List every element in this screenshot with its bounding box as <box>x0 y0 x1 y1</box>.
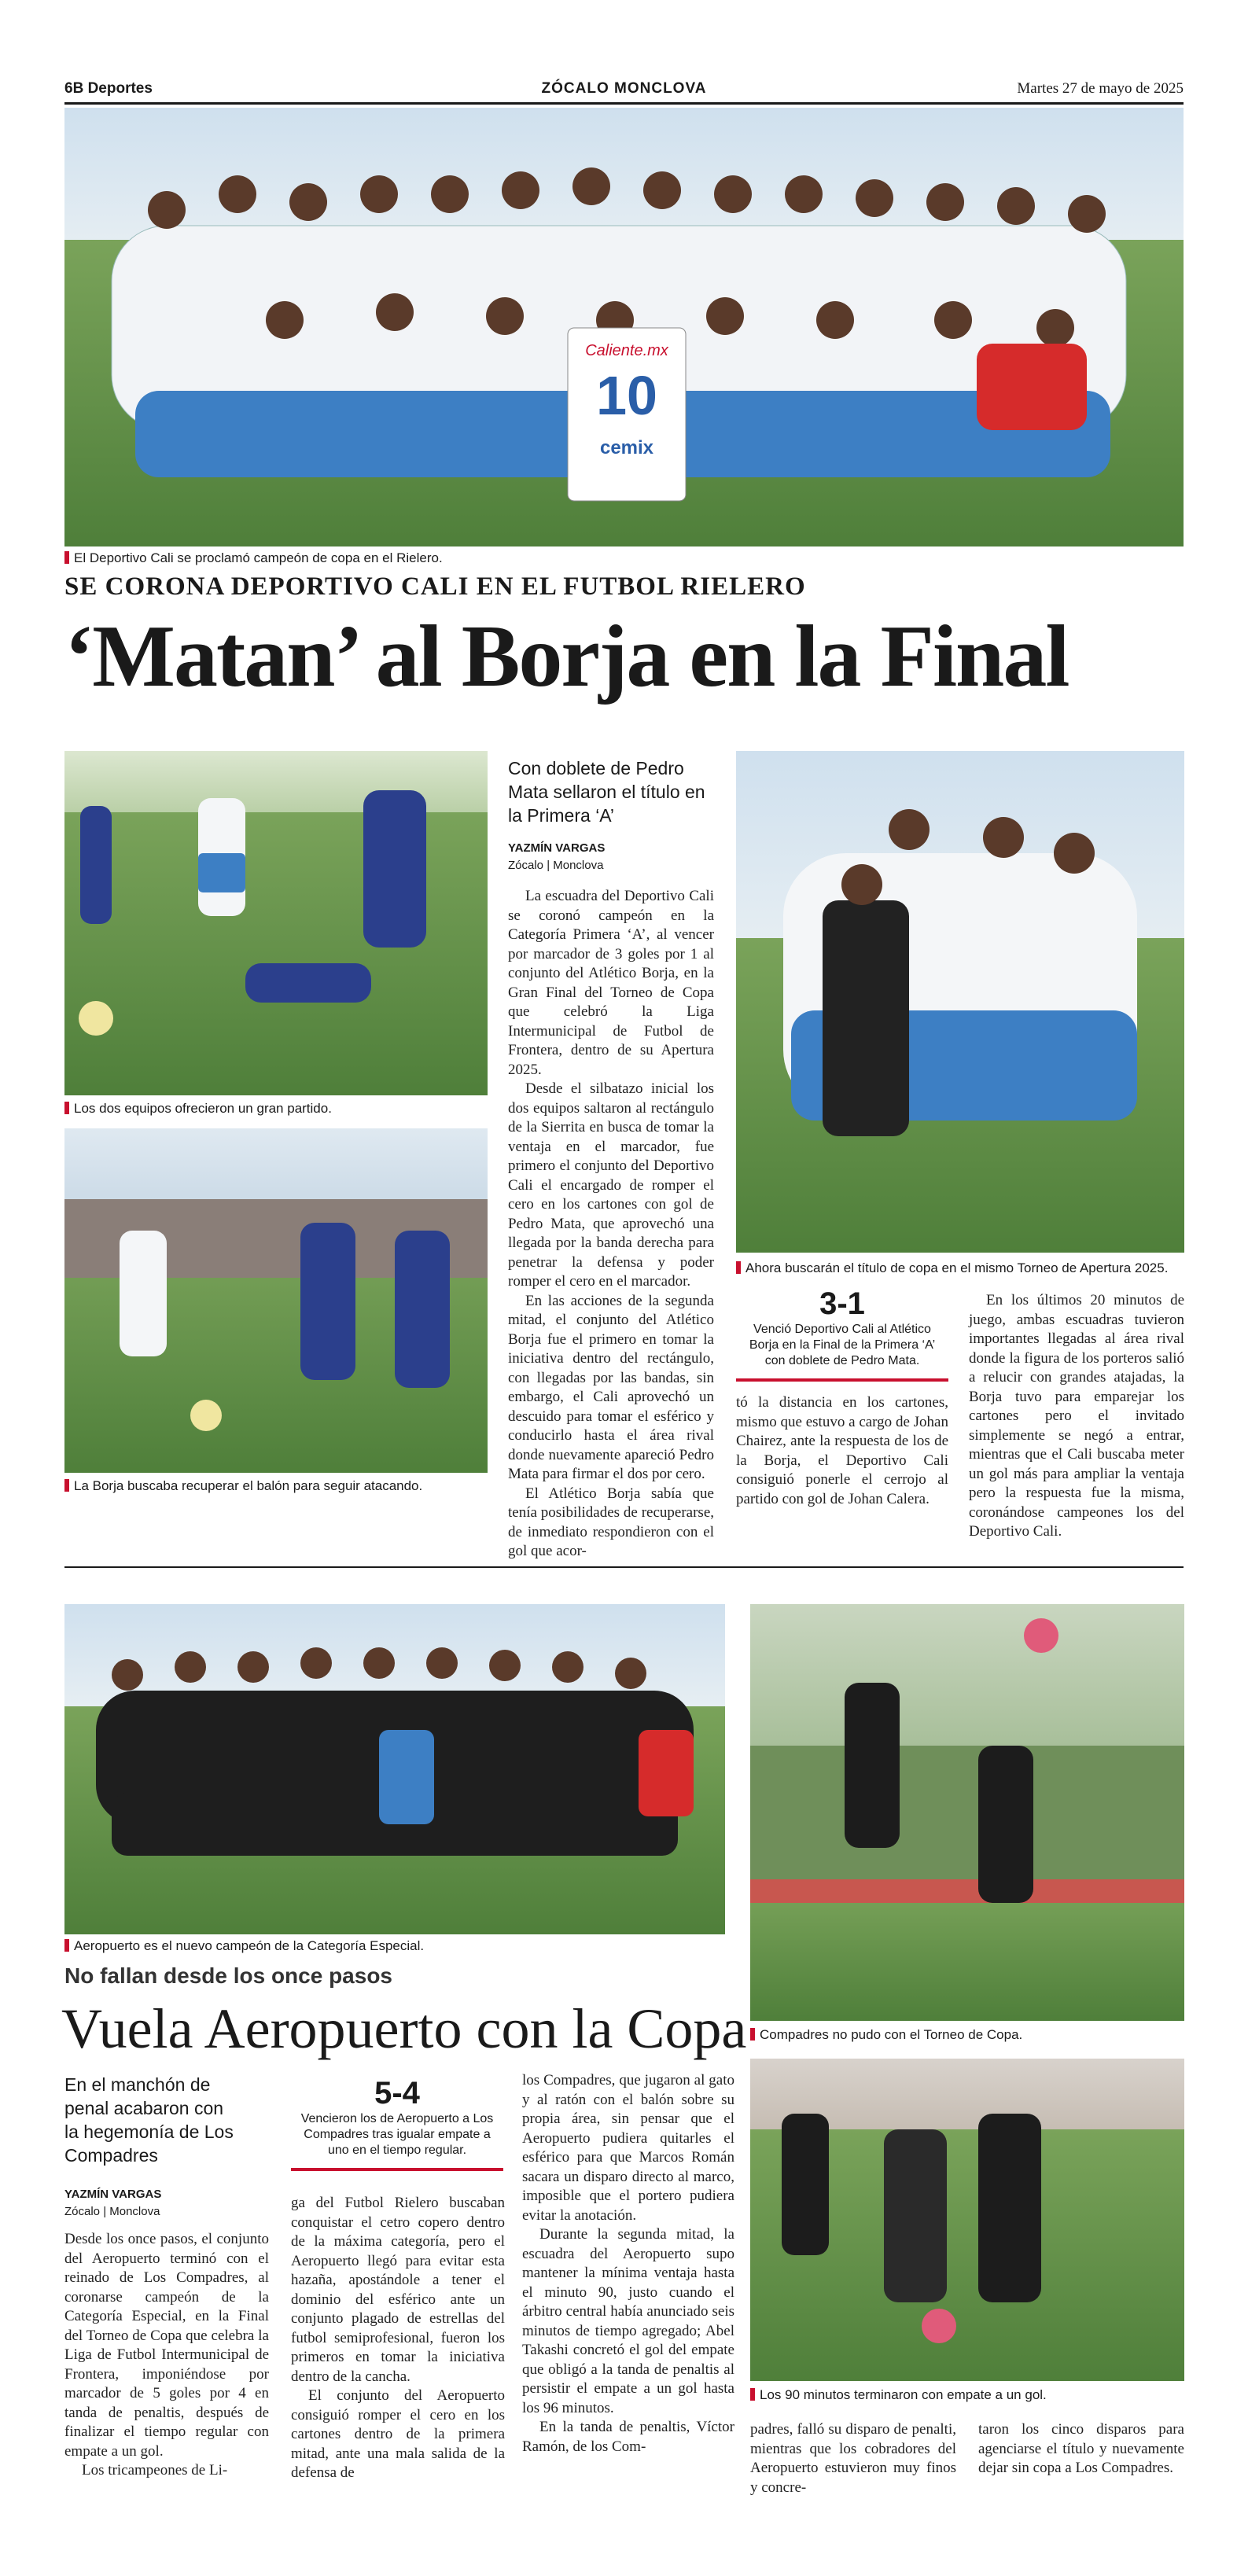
issue-date: Martes 27 de mayo de 2025 <box>1017 80 1184 97</box>
story2-photo-compadres <box>750 1604 1184 2021</box>
story2-col4-paragraph: padres, falló su disparo de penalti, mientras que los cobradores del Aeropuerto estuvieron muy finos y concre- <box>750 2421 956 2496</box>
story2-column-4 <box>750 2420 956 2497</box>
story2-col1-paragraph: Desde los once pasos, el conjunto del Aeropuerto terminó con el reinado de Los Compadres, al coronarse campeón de la Categoría Especial, en la Final del Torneo de Copa que celebra la Liga de Futbol Intermunicipal de Frontera, imponiéndose por marcador de 5 goles por 4 en tanda de penaltis, después de finalizar el tiempo regular con empate a un gol. <box>64 2231 269 2460</box>
story1-col1-paragraph: La escuadra del Deportivo Cali se coronó campeón en la Categoría Primera ‘A’, al vencer por marcador de 3 goles por 1 al conjunto del Atlético Borja, en la Gran Final del Torneo de Copa que celebró la Liga Intermunicipal de Futbol de Frontera, dentro de su Apertura 2025. <box>508 888 714 1078</box>
story2-kicker: No fallan desde los once pasos <box>64 1963 393 1988</box>
story1-col2-paragraph: tó la distancia en los cartones, mismo que estuvo a cargo de Johan Chairez, ante la respuesta de los de la Borja, el Deportivo Cali consiguió ponerle el cerrojo al partido con gol de Johan Calera. <box>736 1394 948 1507</box>
story2-photo1-caption-text: Aeropuerto es el nuevo campeón de la Categoría Especial. <box>74 1938 425 1953</box>
story2-photo-match <box>750 2059 1184 2381</box>
story1-byline-place: Zócalo | Monclova <box>508 859 604 872</box>
story2-photo3-caption <box>750 2387 1047 2403</box>
story2-col2-paragraph: El conjunto del Aeropuerto consiguió romper el cero en los cartones dentro de la primera mitad, ante una mala salida de la defensa de <box>291 2387 505 2481</box>
score-accent-rule <box>291 2168 503 2171</box>
story1-column-1 <box>508 887 714 1562</box>
story2-col1-paragraph: Los tricampeones de Li- <box>82 2462 228 2478</box>
story1-photo2-caption-text: La Borja buscaba recuperar el balón para seguir atacando. <box>74 1478 423 1493</box>
story1-photo1-caption <box>64 1101 332 1117</box>
story2-photo1-caption <box>64 1938 424 1954</box>
story1-photo1-caption-text: Los dos equipos ofrecieron un gran partido. <box>74 1101 332 1116</box>
story1-photo3-caption <box>736 1260 1168 1276</box>
story1-col1-paragraph: Desde el silbatazo inicial los dos equipos saltaron al rectángulo de la Sierrita en busca de tomar la ventaja en el marcador, fue primero el conjunto del Deportivo Cali el encargado de romper el cero en los cartones con gol de Pedro Mata, que aprovechó una llegada por la banda derecha para penetrar la defensa y poder romper el cero en el marcador. <box>508 1080 714 1290</box>
jersey-sponsor-text: Caliente.mx <box>585 342 668 359</box>
story1-photo2-caption <box>64 1478 422 1494</box>
story1-deck: Con doblete de Pedro Mata sellaron el título en la Primera ‘A’ <box>508 758 705 826</box>
story2-col3-paragraph: Durante la segunda mitad, la escuadra del Aeropuerto supo mantener la mínima ventaja hasta el minuto 90, justo cuando el árbitro central había anunciado seis minutos de tiempo agregado; Abel Takashi concretó el gol del empate que obligó a la tanda de penaltis al persistir el empate a un gol hasta los 96 minutos. <box>522 2226 734 2416</box>
header-rule <box>64 102 1184 105</box>
section-label: 6B Deportes <box>64 80 153 97</box>
story2-photo2-caption <box>750 2027 1022 2043</box>
top-team-photo <box>64 108 1184 546</box>
top-photo-caption-text: El Deportivo Cali se proclamó campeón de copa en el Rielero. <box>74 550 443 565</box>
story2-byline-place: Zócalo | Monclova <box>64 2205 160 2218</box>
story1-byline <box>508 840 712 874</box>
story2-byline-name: YAZMÍN VARGAS <box>64 2188 162 2201</box>
story2-score: 5-4 <box>374 2076 420 2110</box>
team-celebration-graphic <box>64 108 1184 546</box>
story2-headline: Vuela Aeropuerto con la Copa <box>61 1997 747 2060</box>
story1-kicker: SE CORONA DEPORTIVO CALI EN EL FUTBOL RIELERO <box>64 572 806 601</box>
jersey-sponsor-cemix: cemix <box>599 437 654 458</box>
story1-column-2 <box>736 1393 948 1509</box>
story1-photo-attack <box>64 1128 488 1473</box>
story1-byline-name: YAZMÍN VARGAS <box>508 841 606 855</box>
page-header <box>64 80 1184 101</box>
story1-score-text: Venció Deportivo Cali al Atlético Borja en la Final de la Primera ‘A’ con doblete de Pedro Mata. <box>749 1323 936 1367</box>
story1-headline: ‘Matan’ al Borja en la Final <box>64 608 1069 705</box>
top-photo-caption <box>64 550 443 566</box>
story1-col1-paragraph: El Atlético Borja sabía que tenía posibilidades de recuperarse, de inmediato respondieron con el gol que acor- <box>508 1485 714 1559</box>
story1-score-box <box>736 1286 948 1382</box>
story2-photo-team <box>64 1604 725 1934</box>
story2-col2-paragraph: ga del Futbol Rielero buscaban conquistar el cetro copero dentro de la máxima categoría, pero el Aeropuerto llegó para evitar esta hazaña, apostándole a tener el dominio del esférico ante un conjunto plagado de estrellas del futbol semiprofesional, fueron los primeros en tomar la iniciativa dentro de la cancha. <box>291 2195 505 2385</box>
story2-score-box <box>291 2076 503 2171</box>
story1-photo3-caption-text: Ahora buscarán el título de copa en el mismo Torneo de Apertura 2025. <box>745 1260 1169 1275</box>
story1-column-3 <box>969 1291 1184 1542</box>
story2-col3-paragraph: los Compadres, que jugaron al gato y al ratón con el balón sobre su propia área, sin pensar que el Aeropuerto pudiera quitarles el esférico para que Marcos Román sacara un disparo directo al marco, imposible que el portero pudiera evitar la anotación. <box>522 2072 734 2224</box>
story2-col5-paragraph: taron los cinco disparos para agenciarse el título y nuevamente dejar sin copa a Los Compadres. <box>978 2421 1184 2476</box>
story1-col1-paragraph: En las acciones de la segunda mitad, el conjunto del Atlético Borja fue el primero en tomar la iniciativa dentro del rectángulo, con llegadas por las bandas, sin embargo, el Cali aprovechó un descuido para tomar el esférico y conducirlo hasta el área rival donde nuevamente apareció Pedro Mata para firmar el dos por cero. <box>508 1292 714 1482</box>
story1-photo-celebration <box>736 751 1184 1253</box>
story2-deck: En el manchón de penal acabaron con la hegemonía de Los Compadres <box>64 2074 234 2166</box>
story2-column-2 <box>291 2194 505 2483</box>
story2-column-5 <box>978 2420 1184 2478</box>
story2-photo2-caption-text: Compadres no pudo con el Torneo de Copa. <box>760 2027 1023 2042</box>
story2-byline <box>64 2186 234 2221</box>
score-accent-rule <box>736 1378 948 1382</box>
story2-column-3 <box>522 2071 734 2456</box>
story1-photo-match <box>64 751 488 1095</box>
story2-col3-paragraph: En la tanda de penaltis, Víctor Ramón, de los Com- <box>522 2419 734 2455</box>
story2-photo3-caption-text: Los 90 minutos terminaron con empate a un gol. <box>760 2387 1047 2402</box>
story2-score-text: Vencieron los de Aeropuerto a Los Compadres tras igualar empate a uno en el tiempo regular. <box>300 2112 494 2157</box>
story2-column-1 <box>64 2230 269 2481</box>
story1-score: 3-1 <box>819 1286 865 1321</box>
jersey-number: 10 <box>596 365 657 426</box>
newspaper-name: ZÓCALO MONCLOVA <box>541 80 707 97</box>
section-divider <box>64 1566 1184 1568</box>
story1-col3-paragraph: En los últimos 20 minutos de juego, ambas escuadras tuvieron importantes llegadas al área rival donde la figura de los porteros salió a relucir con grandes atajadas, la Borja tuvo para emparejar los cartones pero el invitado simplemente se negó a entrar, mientras que el Cali buscaba meter un gol más para ampliar la ventaja pero la respuesta fue la misma, coronándose campeones los del Deportivo Cali. <box>969 1292 1184 1540</box>
